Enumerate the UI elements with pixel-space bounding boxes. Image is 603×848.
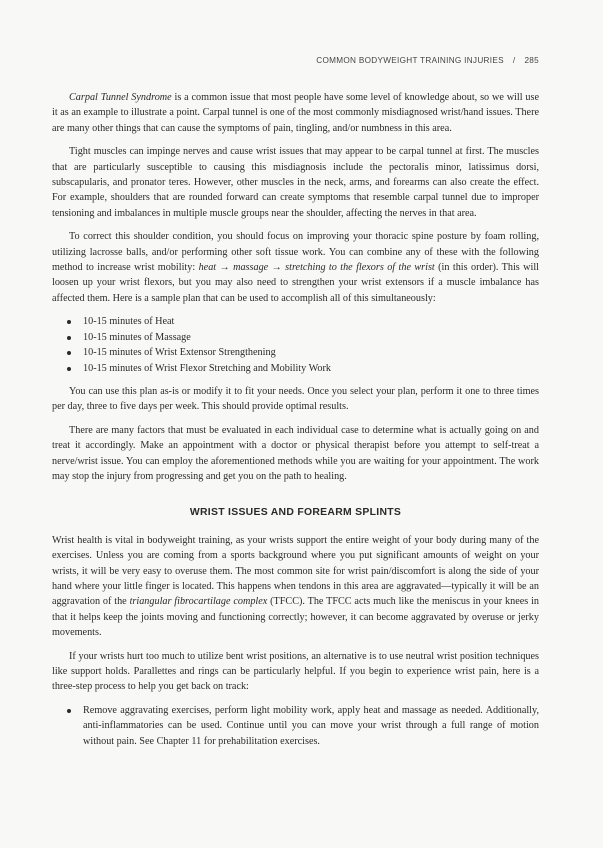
paragraph-correction-method — [52, 229, 539, 306]
paragraph-tight-muscles: Tight muscles can impinge nerves and cause wrist issues that may appear to be carpal tunnel at first. The muscles that are particularly susceptible to causing this misdiagnosis include the pectoralis minor, latissimus dorsi, subscapularis, and pronator teres. However, other muscles in the neck, arms, and forearms can also create the effect. For example, shoulders that are rounded forward can create symptoms that resemble carpal tunnel due to improper tensioning and imbalances in multiple muscle groups near the shoulder, affecting the nerves in that area. — [52, 146, 539, 219]
method-sequence: heat → massage → stretching to the flexors of the wrist — [198, 262, 435, 274]
list-item — [52, 314, 539, 329]
paragraph-carpal-tunnel — [52, 90, 539, 136]
bullet-icon — [67, 320, 71, 324]
paragraph-wrist-health — [52, 533, 539, 641]
paragraph-text: (in this order). This will loosen up your wrist flexors, but you may also need to strengthen your wrist extensors if a muscle imbalance has affected them. Here is a sample plan that can be used to accomplish all of this simultaneously: — [52, 262, 539, 304]
paragraph-text: is a common issue that most people have some level of knowledge about, so we will use it as an example to illustrate a point. Carpal tunnel is one of the most commonly misdiagnosed wrist/hand issues. There are many other things that can cause the symptoms of pain, tingling, and/or numbness in this area. — [52, 92, 539, 134]
paragraph-plan-usage: You can use this plan as-is or modify it to fit your needs. Once you select your plan, perform it one to three times per day, three to five days per week. This should provide optimal results. — [52, 385, 539, 413]
paragraph-text: (TFCC). The TFCC acts much like the meniscus in your knees in that it helps keep the joints moving and functioning correctly; however, it can become aggravated by overuse or jerky movements. — [52, 596, 539, 639]
chapter-title: COMMON BODYWEIGHT TRAINING INJURIES — [316, 56, 504, 65]
list-item-text: 10-15 minutes of Massage — [83, 331, 191, 343]
list-item — [52, 361, 539, 376]
recovery-steps-list — [52, 703, 539, 749]
list-item-text: 10-15 minutes of Wrist Flexor Stretching and Mobility Work — [83, 362, 331, 374]
page-number: 285 — [524, 56, 539, 65]
paragraph-text: To correct this shoulder condition, you should focus on improving your thoracic spine posture by foam rolling, utilizing lacrosse balls, and/or performing other soft tissue work. You can combine any of these with the following method to increase wrist mobility: — [52, 231, 539, 274]
paragraph-evaluation: There are many factors that must be evaluated in each individual case to determine what is actually going on and treat it accordingly. Make an appointment with a doctor or physical therapist before you attempt to self-treat a nerve/wrist issue. You can employ the aforementioned methods while you are waiting for your appointment. The work may stop the injury from progressing and get you on the path to healing. — [52, 424, 539, 482]
list-item-text: Remove aggravating exercises, perform light mobility work, apply heat and massage as needed. Additionally, anti-inflammatories can be used. Continue until you can move your wrist through a full range of motion without pain. See Chapter 11 for prehabilitation exercises. — [83, 704, 539, 747]
running-header — [316, 56, 539, 65]
list-item — [52, 703, 539, 749]
list-item-text: 10-15 minutes of Wrist Extensor Strengthening — [83, 347, 276, 359]
term-carpal-tunnel: Carpal Tunnel Syndrome — [69, 92, 172, 103]
bullet-icon — [67, 336, 71, 340]
list-item — [52, 345, 539, 360]
bullet-icon — [67, 351, 71, 355]
body-text — [52, 90, 539, 757]
header-separator: / — [512, 56, 516, 65]
bullet-icon — [67, 367, 71, 371]
section-heading: WRIST ISSUES AND FOREARM SPLINTS — [189, 507, 402, 519]
paragraph-text: Wrist health is vital in bodyweight training, as your wrists support the entire weight of your body during many of the exercises. Unless you are coming from a sports background where you put significant amounts of weight on your wrists, it will be very easy to overuse them. The most common site for wrist pain/discomfort is along the side of your hand where your little finger is located. This happens when tendons in this area are aggravated—typically it will be an aggravation of the — [52, 534, 539, 608]
paragraph-neutral-wrist: If your wrists hurt too much to utilize bent wrist positions, an alternative is to use neutral wrist position techniques like support holds. Parallettes and rings can be particularly helpful. If you begin to experience wrist pain, here is a three-step process to help you get back on track: — [52, 650, 539, 693]
bullet-icon — [67, 709, 71, 713]
term-tfcc: triangular fibrocartilage complex — [129, 596, 268, 608]
list-item-text: 10-15 minutes of Heat — [83, 316, 175, 328]
list-item — [52, 330, 539, 345]
sample-plan-list — [52, 314, 539, 376]
